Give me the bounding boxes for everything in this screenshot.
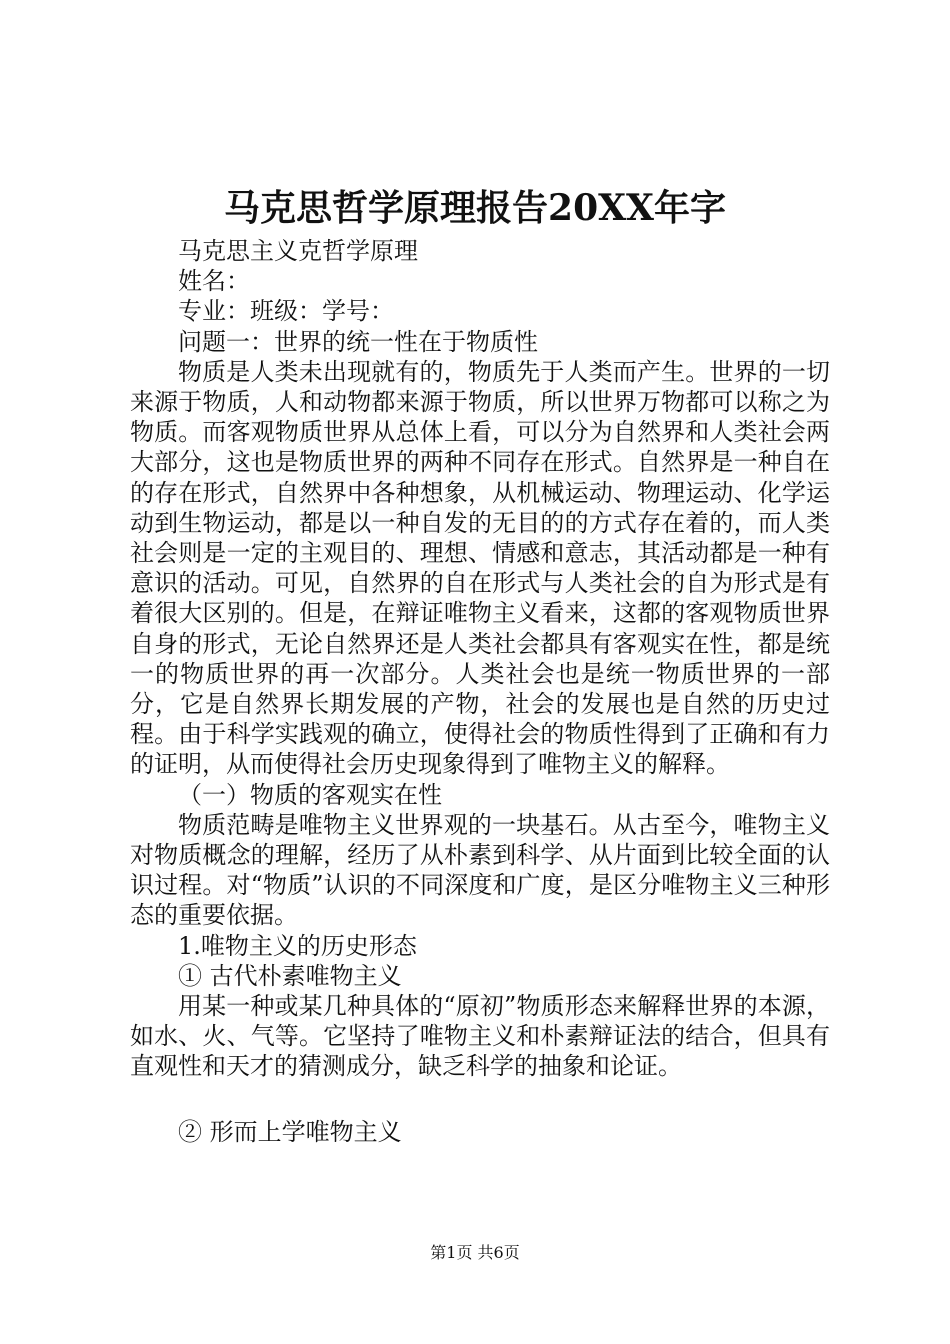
- paragraph-section-heading: （一）物质的客观实在性: [178, 780, 442, 809]
- paragraph-major-class-id: 专业：班级：学号：: [178, 297, 394, 326]
- document-body: [130, 236, 830, 1147]
- paragraph-question-one: 问题一：世界的统一性在于物质性: [178, 327, 538, 356]
- paragraph-metaphysical-materialism: ② 形而上学唯物主义: [178, 1117, 402, 1146]
- paragraph-subtitle: 马克思主义克哲学原理: [178, 237, 418, 265]
- paragraph-gap: [130, 1082, 830, 1117]
- paragraph-ancient-explanation: 用某一种或某几种具体的“原初”物质形态来解释世界的本源，如水、火、气等。它坚持了唯物主义和朴素辩证法的结合，但具有直观性和天才的猜测成分，缺乏科学的抽象和论证。: [130, 992, 830, 1081]
- paragraph-name: 姓名：: [178, 267, 250, 296]
- paragraph-material-world: 物质是人类未出现就有的，物质先于人类而产生。世界的一切来源于物质，人和动物都来源于物质，所以世界万物都可以称之为物质。而客观物质世界从总体上看，可以分为自然界和人类社会两大部分，这也是物质世界的两种不同存在形式。自然界是一种自在的存在形式，自然界中各种想象，从机械运动、物理运动、化学运动到生物运动，都是以一种自发的无目的的方式存在着的，而人类社会则是一定的主观目的、理想、情感和意志，其活动都是一种有意识的活动。可见，自然界的自在形式与人类社会的自为形式是有着很大区别的。但是，在辩证唯物主义看来，这都的客观物质世界自身的形式，无论自然界还是人类社会都具有客观实在性，都是统一的物质世界的再一次部分。人类社会也是统一物质世界的一部分，它是自然界长期发展的产物，社会的发展也是自然的历史过程。由于科学实践观的确立，使得社会的物质性得到了正确和有力的证明，从而使得社会历史现象得到了唯物主义的解释。: [130, 357, 830, 779]
- document-title: 马克思哲学原理报告20XX年字: [224, 187, 726, 229]
- paragraph-ancient-materialism: ① 古代朴素唯物主义: [178, 961, 402, 990]
- paragraph-material-category: 物质范畴是唯物主义世界观的一块基石。从古至今，唯物主义对物质概念的理解，经历了从朴素到科学、从片面到比较全面的认识过程。对“物质”认识的不同深度和广度，是区分唯物主义三种形态的重要依据。: [130, 810, 830, 930]
- paragraph-historical-forms: 1.唯物主义的历史形态: [178, 931, 417, 960]
- page-footer: 第1页 共6页: [430, 1243, 520, 1262]
